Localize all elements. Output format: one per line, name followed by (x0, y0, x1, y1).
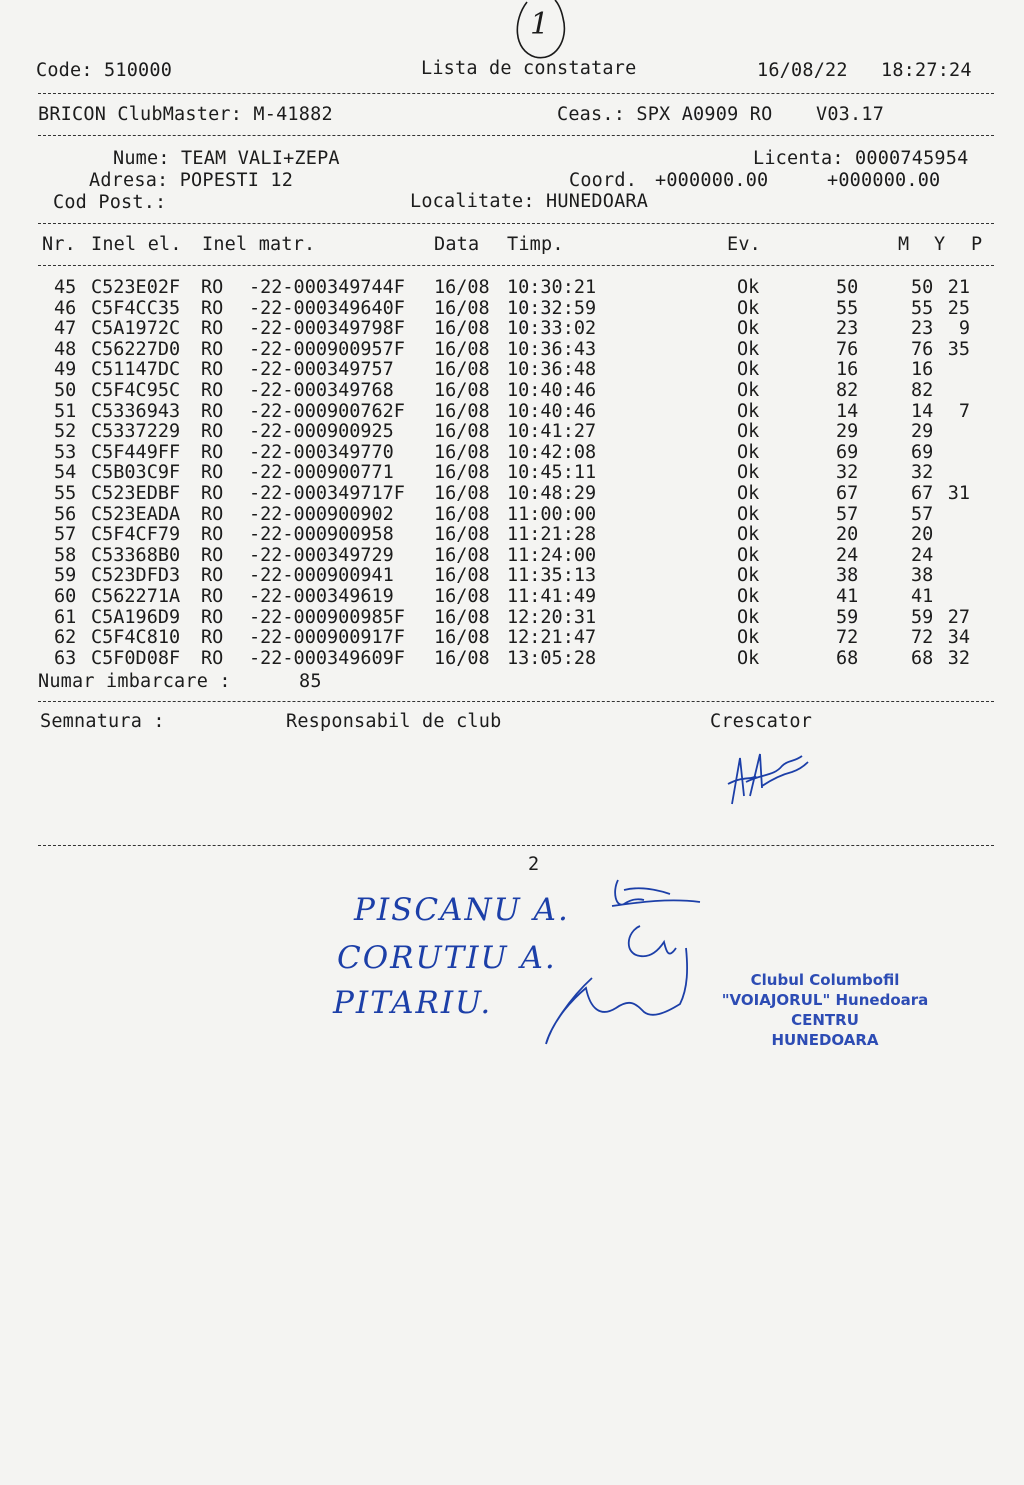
cell-inel-matr: -22-000349757 (249, 359, 394, 381)
embarkation-label: Numar imbarcare : (38, 671, 231, 692)
cell-inel-el: C562271A (91, 586, 181, 607)
stamp-line-3: CENTRU (791, 1011, 859, 1029)
cell-y: 14 (911, 400, 934, 422)
cell-inel-el: C5A196D9 (91, 606, 181, 628)
handwritten-name-3: PITARIU. (333, 985, 493, 1021)
col-header-m: M (898, 234, 910, 255)
cell-m: 29 (836, 421, 859, 443)
cell-y: 69 (911, 441, 934, 463)
cell-data: 16/08 (434, 503, 490, 525)
table-row (0, 607, 1024, 628)
divider (38, 701, 994, 702)
stamp-line-4: HUNEDOARA (771, 1031, 879, 1049)
cell-nr: 60 (54, 586, 77, 607)
cell-inel-matr: -22-000900985F (249, 606, 405, 628)
cell-country: RO (201, 647, 224, 669)
cell-inel-el: C523EDBF (91, 483, 181, 504)
cell-nr: 57 (54, 524, 77, 546)
cell-timp: 10:36:48 (507, 359, 597, 381)
table-row (0, 442, 1024, 463)
breeder-signature (722, 736, 812, 811)
cell-inel-el: C5F449FF (91, 441, 181, 463)
cell-m: 76 (836, 338, 859, 360)
cell-timp: 10:30:21 (507, 277, 597, 298)
cell-inel-matr: -22-000900902 (249, 503, 394, 525)
cell-m: 57 (836, 503, 859, 525)
cell-y: 16 (911, 359, 934, 381)
cell-nr: 50 (54, 380, 77, 401)
cell-nr: 47 (54, 318, 77, 340)
cell-timp: 10:45:11 (507, 462, 597, 484)
cell-inel-el: C523E02F (91, 277, 181, 298)
cell-y: 82 (911, 380, 934, 401)
cell-data: 16/08 (434, 544, 490, 566)
table-row (0, 504, 1024, 525)
cell-y: 29 (911, 421, 934, 443)
cell-nr: 53 (54, 441, 77, 463)
firmware-version: V03.17 (816, 104, 885, 125)
cell-ev: Ok (737, 586, 760, 607)
table-row (0, 277, 1024, 298)
handwritten-signatures (540, 868, 710, 1053)
cell-p: 25 (947, 297, 970, 319)
cell-timp: 12:20:31 (507, 606, 597, 628)
cell-inel-matr: -22-000349768 (249, 380, 394, 401)
col-header-inel-el: Inel el. (91, 234, 182, 255)
cell-y: 41 (911, 586, 934, 607)
cell-data: 16/08 (434, 297, 490, 319)
cell-data: 16/08 (434, 483, 490, 504)
cell-ev: Ok (737, 606, 760, 628)
col-header-timp: Timp. (507, 234, 564, 255)
cell-timp: 11:21:28 (507, 524, 597, 546)
code-label: Code: 510000 (36, 60, 173, 81)
cell-data: 16/08 (434, 606, 490, 628)
cell-country: RO (201, 277, 224, 298)
cell-ev: Ok (737, 338, 760, 360)
cell-ev: Ok (737, 503, 760, 525)
cell-nr: 46 (54, 297, 77, 319)
cell-timp: 10:41:27 (507, 421, 597, 443)
table-row (0, 401, 1024, 422)
cell-timp: 10:42:08 (507, 441, 597, 463)
cell-nr: 52 (54, 421, 77, 443)
cell-m: 32 (836, 462, 859, 484)
cell-y: 20 (911, 524, 934, 546)
cell-data: 16/08 (434, 400, 490, 422)
cell-country: RO (201, 400, 224, 422)
cell-m: 55 (836, 297, 859, 319)
cell-data: 16/08 (434, 277, 490, 298)
divider (38, 845, 994, 846)
cell-country: RO (201, 380, 224, 401)
cell-inel-el: C5B03C9F (91, 462, 181, 484)
cell-m: 50 (836, 277, 859, 298)
cell-country: RO (201, 297, 224, 319)
cell-inel-matr: -22-000900957F (249, 338, 405, 360)
cell-data: 16/08 (434, 627, 490, 649)
cell-ev: Ok (737, 297, 760, 319)
cell-ev: Ok (737, 647, 760, 669)
cell-data: 16/08 (434, 586, 490, 607)
cell-nr: 45 (54, 277, 77, 298)
table-row (0, 359, 1024, 380)
cell-timp: 10:36:43 (507, 338, 597, 360)
cell-timp: 10:40:46 (507, 400, 597, 422)
divider (38, 265, 994, 266)
cell-inel-el: C5337229 (91, 421, 181, 443)
table-row (0, 483, 1024, 504)
clubmaster-id: BRICON ClubMaster: M-41882 (38, 104, 333, 125)
cell-ev: Ok (737, 277, 760, 298)
club-manager-label: Responsabil de club (286, 711, 502, 732)
col-header-p: P (971, 234, 983, 255)
cell-p: 35 (947, 338, 970, 360)
cell-timp: 12:21:47 (507, 627, 597, 649)
cell-inel-el: C51147DC (91, 359, 181, 381)
cell-inel-el: C5F4C95C (91, 380, 181, 401)
cell-y: 67 (911, 483, 934, 504)
breeder-label: Crescator (710, 711, 813, 732)
cell-ev: Ok (737, 421, 760, 443)
cell-data: 16/08 (434, 441, 490, 463)
cell-ev: Ok (737, 318, 760, 340)
divider (38, 135, 994, 136)
cell-m: 82 (836, 380, 859, 401)
cell-m: 23 (836, 318, 859, 340)
table-row (0, 380, 1024, 401)
cell-inel-matr: -22-000900941 (249, 565, 394, 587)
cell-inel-el: C5F4CC35 (91, 297, 181, 319)
table-row (0, 524, 1024, 545)
cell-nr: 59 (54, 565, 77, 587)
cell-nr: 49 (54, 359, 77, 381)
cell-inel-el: C56227D0 (91, 338, 181, 360)
cell-country: RO (201, 441, 224, 463)
table-row (0, 586, 1024, 607)
table-row (0, 545, 1024, 566)
cell-m: 68 (836, 647, 859, 669)
cell-nr: 48 (54, 338, 77, 360)
cell-ev: Ok (737, 400, 760, 422)
cell-inel-matr: -22-000349717F (249, 483, 405, 504)
page-number: 2 (528, 854, 540, 875)
cell-ev: Ok (737, 359, 760, 381)
cell-nr: 55 (54, 483, 77, 504)
cell-m: 24 (836, 544, 859, 566)
cell-data: 16/08 (434, 565, 490, 587)
cell-inel-el: C5336943 (91, 400, 181, 422)
cell-data: 16/08 (434, 359, 490, 381)
cell-inel-el: C53368B0 (91, 544, 181, 566)
cell-inel-matr: -22-000900925 (249, 421, 394, 443)
cell-p: 31 (947, 483, 970, 504)
cell-country: RO (201, 462, 224, 484)
cell-timp: 10:40:46 (507, 380, 597, 401)
cell-timp: 10:32:59 (507, 297, 597, 319)
cell-inel-el: C523DFD3 (91, 565, 181, 587)
cell-timp: 11:00:00 (507, 503, 597, 525)
cell-y: 24 (911, 544, 934, 566)
cell-timp: 11:24:00 (507, 544, 597, 566)
cell-ev: Ok (737, 544, 760, 566)
cell-nr: 51 (54, 400, 77, 422)
cell-country: RO (201, 627, 224, 649)
cell-data: 16/08 (434, 318, 490, 340)
cell-inel-matr: -22-000900771 (249, 462, 394, 484)
coord-label: Coord. (569, 170, 638, 191)
locality: Localitate: HUNEDOARA (410, 191, 649, 212)
cell-y: 55 (911, 297, 934, 319)
cell-country: RO (201, 565, 224, 587)
cell-m: 41 (836, 586, 859, 607)
cell-nr: 58 (54, 544, 77, 566)
cell-data: 16/08 (434, 380, 490, 401)
cell-inel-matr: -22-000900958 (249, 524, 394, 546)
cell-y: 50 (911, 277, 934, 298)
divider (38, 223, 994, 224)
print-time: 18:27:24 (881, 60, 972, 81)
owner-name: Nume: TEAM VALI+ZEPA (113, 148, 340, 169)
cell-country: RO (201, 421, 224, 443)
cell-inel-el: C523EADA (91, 503, 181, 525)
handwritten-name-1: PISCANU A. (354, 892, 570, 928)
cell-inel-el: C5F4CF79 (91, 524, 181, 546)
cell-timp: 11:35:13 (507, 565, 597, 587)
table-row (0, 318, 1024, 339)
col-header-nr: Nr. (42, 234, 77, 255)
cell-ev: Ok (737, 565, 760, 587)
cell-m: 20 (836, 524, 859, 546)
cell-country: RO (201, 544, 224, 566)
cell-m: 67 (836, 483, 859, 504)
cell-country: RO (201, 503, 224, 525)
cell-timp: 11:41:49 (507, 586, 597, 607)
table-row (0, 627, 1024, 648)
cell-m: 69 (836, 441, 859, 463)
cell-data: 16/08 (434, 421, 490, 443)
cell-data: 16/08 (434, 524, 490, 546)
cell-country: RO (201, 606, 224, 628)
cell-ev: Ok (737, 380, 760, 401)
stamp-line-2: "VOIAJORUL" Hunedoara (721, 991, 929, 1009)
coord-y: +000000.00 (827, 170, 941, 191)
divider (38, 93, 994, 94)
cell-inel-matr: -22-000349619 (249, 586, 394, 607)
cell-ev: Ok (737, 483, 760, 504)
cell-y: 72 (911, 627, 934, 649)
cell-data: 16/08 (434, 338, 490, 360)
cell-inel-el: C5F0D08F (91, 647, 181, 669)
handwritten-name-2: CORUTIU A. (337, 940, 557, 976)
cell-p: 27 (947, 606, 970, 628)
cell-inel-matr: -22-000349640F (249, 297, 405, 319)
cell-p: 32 (947, 647, 970, 669)
cell-y: 57 (911, 503, 934, 525)
document-title: Lista de constatare (421, 58, 637, 79)
cell-p: 7 (958, 400, 970, 422)
cell-nr: 61 (54, 606, 77, 628)
cell-inel-matr: -22-000349609F (249, 647, 405, 669)
cell-nr: 63 (54, 647, 77, 669)
cell-inel-matr: -22-000349744F (249, 277, 405, 298)
cell-country: RO (201, 524, 224, 546)
table-row (0, 339, 1024, 360)
table-row (0, 421, 1024, 442)
cell-country: RO (201, 318, 224, 340)
owner-address: Adresa: POPESTI 12 (89, 170, 294, 191)
stamp-line-1: Clubul Columbofil (750, 971, 900, 989)
cell-country: RO (201, 586, 224, 607)
col-header-data: Data (434, 234, 480, 255)
cell-inel-matr: -22-000349770 (249, 441, 394, 463)
cell-timp: 13:05:28 (507, 647, 597, 669)
cell-country: RO (201, 483, 224, 504)
cell-country: RO (201, 338, 224, 360)
table-row (0, 648, 1024, 669)
postal-code-label: Cod Post.: (53, 192, 167, 213)
cell-nr: 54 (54, 462, 77, 484)
cell-ev: Ok (737, 462, 760, 484)
cell-inel-matr: -22-000900917F (249, 627, 405, 649)
embarkation-count: 85 (299, 671, 322, 692)
cell-m: 59 (836, 606, 859, 628)
cell-y: 32 (911, 462, 934, 484)
cell-inel-el: C5A1972C (91, 318, 181, 340)
cell-p: 34 (947, 627, 970, 649)
cell-inel-matr: -22-000349729 (249, 544, 394, 566)
cell-p: 21 (947, 277, 970, 298)
cell-data: 16/08 (434, 647, 490, 669)
cell-ev: Ok (737, 524, 760, 546)
cell-p: 9 (958, 318, 970, 340)
handwritten-page-mark: 1 (530, 7, 550, 42)
table-row (0, 298, 1024, 319)
table-row (0, 565, 1024, 586)
cell-timp: 10:48:29 (507, 483, 597, 504)
cell-y: 23 (911, 318, 934, 340)
coord-x: +000000.00 (655, 170, 769, 191)
cell-ev: Ok (737, 441, 760, 463)
cell-inel-el: C5F4C810 (91, 627, 181, 649)
cell-y: 38 (911, 565, 934, 587)
cell-y: 76 (911, 338, 934, 360)
cell-ev: Ok (737, 627, 760, 649)
cell-data: 16/08 (434, 462, 490, 484)
cell-timp: 10:33:02 (507, 318, 597, 340)
cell-inel-matr: -22-000349798F (249, 318, 405, 340)
cell-nr: 56 (54, 503, 77, 525)
cell-y: 59 (911, 606, 934, 628)
col-header-inel-matr: Inel matr. (202, 234, 316, 255)
cell-inel-matr: -22-000900762F (249, 400, 405, 422)
club-stamp (710, 970, 940, 1050)
cell-y: 68 (911, 647, 934, 669)
cell-m: 72 (836, 627, 859, 649)
cell-m: 38 (836, 565, 859, 587)
cell-m: 14 (836, 400, 859, 422)
cell-m: 16 (836, 359, 859, 381)
print-date: 16/08/22 (757, 60, 848, 81)
col-header-y: Y (934, 234, 946, 255)
clock-id: Ceas.: SPX A0909 RO (557, 104, 773, 125)
signature-label: Semnatura : (40, 711, 165, 732)
table-row (0, 462, 1024, 483)
licence-number: Licenta: 0000745954 (753, 148, 969, 169)
cell-nr: 62 (54, 627, 77, 649)
col-header-ev: Ev. (727, 234, 762, 255)
cell-country: RO (201, 359, 224, 381)
